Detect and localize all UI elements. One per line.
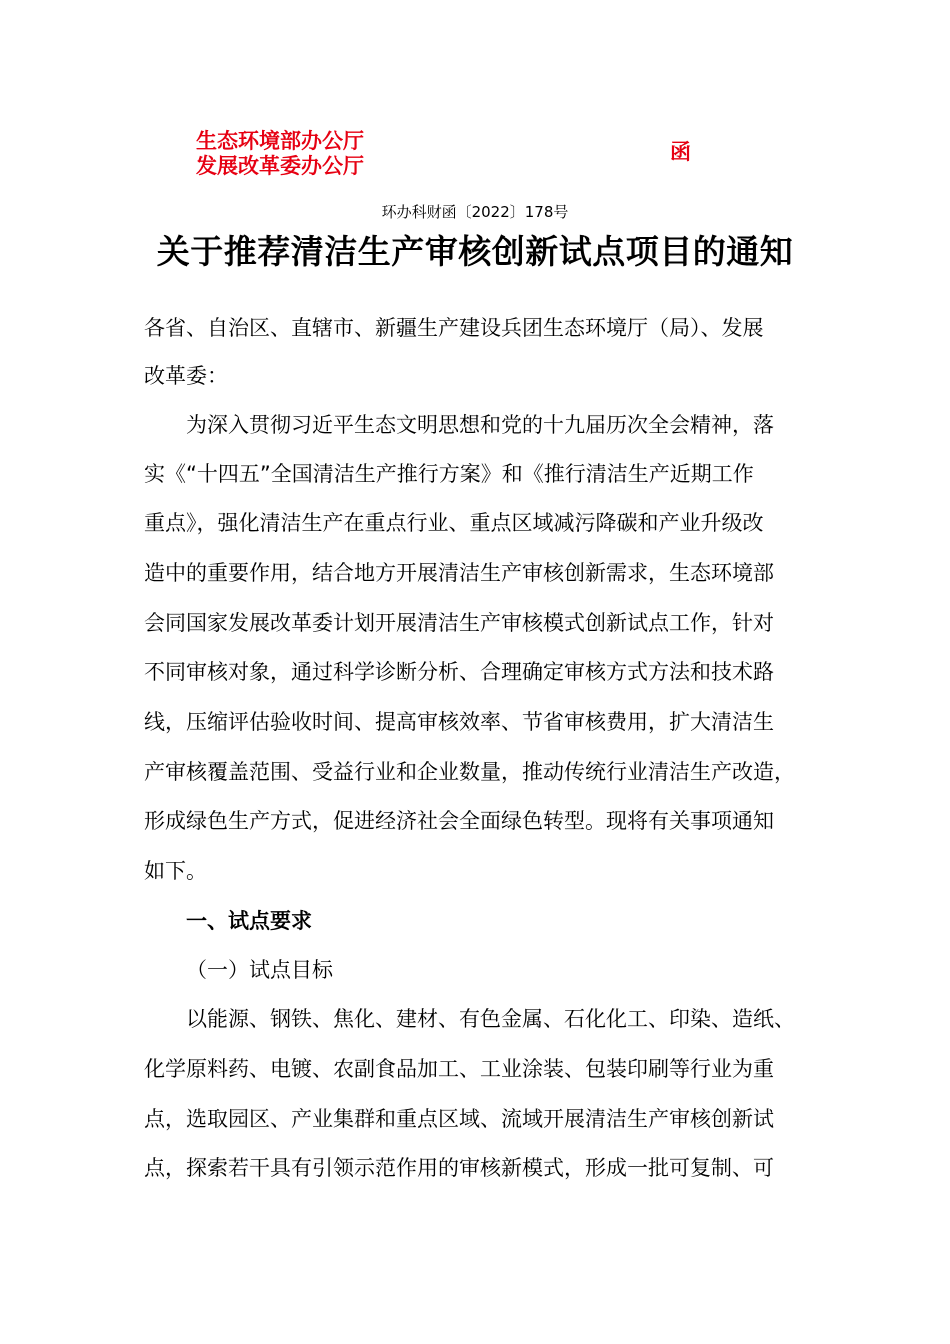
paragraph-line: 为深入贯彻习近平生态文明思想和党的十九届历次全会精神，落 (186, 413, 774, 437)
paragraph-line: 不同审核对象，通过科学诊断分析、合理确定审核方式方法和技术路 (144, 660, 774, 684)
paragraph-line: 实《“十四五”全国清洁生产推行方案》和《推行清洁生产近期工作 (144, 462, 754, 486)
subsection-heading: （一）试点目标 (186, 958, 333, 982)
paragraph-line: 线，压缩评估验收时间、提高审核效率、节省审核费用，扩大清洁生 (144, 710, 774, 734)
document-type-mark: 函 (670, 140, 691, 164)
addressee-line: 各省、自治区、直辖市、新疆生产建设兵团生态环境厅（局）、发展 (144, 316, 764, 340)
document-number: 环办科财函〔2022〕178号 (381, 203, 569, 221)
paragraph-line: 会同国家发展改革委计划开展清洁生产审核模式创新试点工作，针对 (144, 611, 774, 635)
paragraph-line: 产审核覆盖范围、受益行业和企业数量，推动传统行业清洁生产改造， (144, 760, 795, 784)
issuer-line-1: 生态环境部办公厅 (196, 129, 364, 153)
page-title: 关于推荐清洁生产审核创新试点项目的通知 (156, 232, 794, 271)
paragraph-line: 点，探索若干具有引领示范作用的审核新模式，形成一批可复制、可 (144, 1156, 774, 1180)
paragraph-line: 造中的重要作用，结合地方开展清洁生产审核创新需求，生态环境部 (144, 561, 774, 585)
paragraph-line: 点，选取园区、产业集群和重点区域、流域开展清洁生产审核创新试 (144, 1107, 774, 1131)
paragraph-line: 重点》，强化清洁生产在重点行业、重点区域减污降碳和产业升级改 (144, 511, 764, 535)
paragraph-line: 以能源、钢铁、焦化、建材、有色金属、石化化工、印染、造纸、 (186, 1007, 795, 1031)
paragraph-line: 形成绿色生产方式，促进经济社会全面绿色转型。现将有关事项通知 (144, 809, 774, 833)
paragraph-line: 化学原料药、电镀、农副食品加工、工业涂装、包装印刷等行业为重 (144, 1057, 774, 1081)
paragraph-line: 如下。 (144, 859, 207, 883)
issuer-line-2: 发展改革委办公厅 (196, 154, 364, 178)
section-heading: 一、试点要求 (186, 909, 312, 933)
addressee-line: 改革委： (144, 364, 228, 388)
